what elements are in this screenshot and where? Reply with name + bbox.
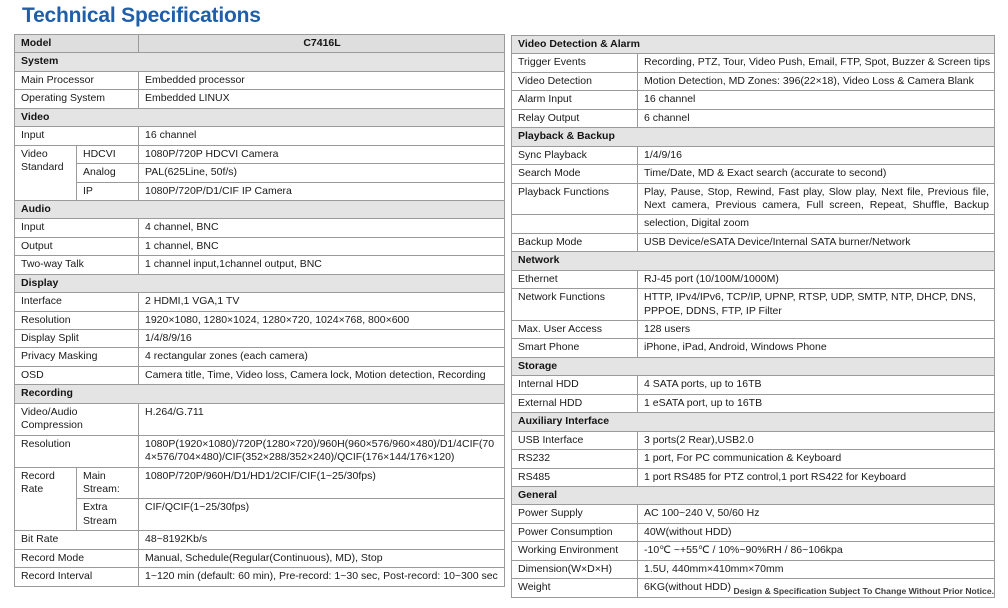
- model-value: C7416L: [139, 35, 505, 53]
- table-row: [512, 215, 995, 233]
- row-label: Search Mode: [512, 165, 638, 183]
- page-title: Technical Specifications: [22, 4, 261, 27]
- section-header-display: Display: [15, 274, 505, 292]
- table-row: [15, 256, 505, 274]
- row-label: Main Processor: [15, 71, 139, 89]
- table-row: [15, 219, 505, 237]
- section-header-row: [512, 486, 995, 504]
- right-table-body: [512, 36, 995, 598]
- table-row: [15, 164, 505, 182]
- row-value: selection, Digital zoom: [638, 215, 995, 233]
- model-label: Model: [15, 35, 139, 53]
- table-row: [512, 468, 995, 486]
- table-row: [15, 499, 505, 531]
- row-value: 48~8192Kb/s: [139, 531, 505, 549]
- row-label: External HDD: [512, 394, 638, 412]
- table-row: [512, 523, 995, 541]
- row-label: Power Supply: [512, 505, 638, 523]
- row-value: Embedded processor: [139, 71, 505, 89]
- table-row: [512, 321, 995, 339]
- row-label: Working Environment: [512, 542, 638, 560]
- row-value: 16 channel: [638, 91, 995, 109]
- row-value: 6KG(without HDD): [638, 579, 995, 597]
- table-row: [512, 72, 995, 90]
- row-label: Video/Audio Compression: [15, 403, 139, 435]
- section-header-row: [15, 200, 505, 218]
- row-sublabel: HDCVI: [77, 145, 139, 163]
- table-row: [15, 366, 505, 384]
- row-label: Weight: [512, 579, 638, 597]
- row-value: 1080P/720P/960H/D1/HD1/2CIF/CIF(1~25/30fps): [139, 467, 505, 499]
- table-row: [15, 237, 505, 255]
- table-row: [15, 330, 505, 348]
- row-label: Output: [15, 237, 139, 255]
- table-row: [512, 376, 995, 394]
- section-header-video-detection-alarm: Video Detection & Alarm: [512, 36, 995, 54]
- row-value: AC 100~240 V, 50/60 Hz: [638, 505, 995, 523]
- row-value: 1 port, For PC communication & Keyboard: [638, 450, 995, 468]
- right-spec-table: [511, 35, 995, 598]
- row-label: Max. User Access: [512, 321, 638, 339]
- row-value: 16 channel: [139, 127, 505, 145]
- section-header-storage: Storage: [512, 357, 995, 375]
- row-label: Input: [15, 127, 139, 145]
- row-label: Resolution: [15, 435, 139, 467]
- table-row: [512, 270, 995, 288]
- left-spec-table: [14, 34, 505, 587]
- table-row: [512, 146, 995, 164]
- row-value: USB Device/eSATA Device/Internal SATA burner/Network: [638, 233, 995, 251]
- row-label-video-standard: Video Standard: [15, 145, 77, 200]
- row-label: Dimension(W×D×H): [512, 560, 638, 578]
- row-label: [512, 215, 638, 233]
- table-row: [512, 91, 995, 109]
- row-label: USB Interface: [512, 431, 638, 449]
- table-row: [512, 431, 995, 449]
- row-label: Bit Rate: [15, 531, 139, 549]
- row-label: Smart Phone: [512, 339, 638, 357]
- table-row: [15, 311, 505, 329]
- row-value: 4 SATA ports, up to 16TB: [638, 376, 995, 394]
- row-label: Input: [15, 219, 139, 237]
- row-sublabel: Analog: [77, 164, 139, 182]
- row-value: 1/4/9/16: [638, 146, 995, 164]
- row-label: Backup Mode: [512, 233, 638, 251]
- row-sublabel: Main Stream:: [77, 467, 139, 499]
- row-value: H.264/G.711: [139, 403, 505, 435]
- row-value: 6 channel: [638, 109, 995, 127]
- section-header-row: [512, 413, 995, 431]
- section-header-row: [15, 108, 505, 126]
- section-header-audio: Audio: [15, 200, 505, 218]
- table-row: [15, 568, 505, 586]
- row-label: RS232: [512, 450, 638, 468]
- row-value: Play, Pause, Stop, Rewind, Fast play, Slow play, Next file, Previous file, Next camera, Previous camera, Full screen, Repeat, Shuffle, Backup: [638, 183, 995, 215]
- table-row: [512, 339, 995, 357]
- row-label: Two-way Talk: [15, 256, 139, 274]
- table-row: [512, 560, 995, 578]
- row-value: RJ-45 port (10/100M/1000M): [638, 270, 995, 288]
- row-value: 40W(without HDD): [638, 523, 995, 541]
- table-row: [15, 145, 505, 163]
- table-row: [15, 467, 505, 499]
- row-value: HTTP, IPv4/IPv6, TCP/IP, UPNP, RTSP, UDP, SMTP, NTP, DHCP, DNS, PPPOE, DDNS, FTP, IP Filter: [638, 289, 995, 321]
- section-header-row: [15, 53, 505, 71]
- row-value: 4 channel, BNC: [139, 219, 505, 237]
- row-value: 1.5U, 440mm×410mm×70mm: [638, 560, 995, 578]
- row-value: Motion Detection, MD Zones: 396(22×18), Video Loss & Camera Blank: [638, 72, 995, 90]
- table-row: [15, 90, 505, 108]
- section-header-row: [512, 128, 995, 146]
- section-header-general: General: [512, 486, 995, 504]
- row-label: RS485: [512, 468, 638, 486]
- row-value: 1 channel, BNC: [139, 237, 505, 255]
- table-row: [15, 403, 505, 435]
- section-header-row: [15, 274, 505, 292]
- row-value: 1/4/8/9/16: [139, 330, 505, 348]
- table-row: [15, 531, 505, 549]
- row-value: Time/Date, MD & Exact search (accurate to second): [638, 165, 995, 183]
- row-value: 1 eSATA port, up to 16TB: [638, 394, 995, 412]
- row-value: 1080P(1920×1080)/720P(1280×720)/960H(960×576/960×480)/D1/4CIF(704×576/704×480)/CIF(352×288/352×240)/QCIF(176×144/176×120): [139, 435, 505, 467]
- footer-disclaimer: Design & Specification Subject To Change Without Prior Notice.: [733, 586, 994, 596]
- row-label: Sync Playback: [512, 146, 638, 164]
- table-row: [512, 542, 995, 560]
- section-header-row: [512, 36, 995, 54]
- row-label: Relay Output: [512, 109, 638, 127]
- row-value: 2 HDMI,1 VGA,1 TV: [139, 293, 505, 311]
- row-value: 1080P/720P HDCVI Camera: [139, 145, 505, 163]
- table-row: [512, 54, 995, 72]
- row-value: 1080P/720P/D1/CIF IP Camera: [139, 182, 505, 200]
- table-row: [15, 293, 505, 311]
- row-value: 4 rectangular zones (each camera): [139, 348, 505, 366]
- section-header-network: Network: [512, 252, 995, 270]
- table-row: [15, 127, 505, 145]
- section-header-recording: Recording: [15, 385, 505, 403]
- row-label: OSD: [15, 366, 139, 384]
- row-value: 3 ports(2 Rear),USB2.0: [638, 431, 995, 449]
- row-value: 1920×1080, 1280×1024, 1280×720, 1024×768, 800×600: [139, 311, 505, 329]
- table-row: [15, 71, 505, 89]
- row-label: Interface: [15, 293, 139, 311]
- table-row: [15, 435, 505, 467]
- row-value: -10℃ ~+55℃ / 10%~90%RH / 86~106kpa: [638, 542, 995, 560]
- row-sublabel: IP: [77, 182, 139, 200]
- row-label: Display Split: [15, 330, 139, 348]
- row-sublabel: Extra Stream: [77, 499, 139, 531]
- row-value: Manual, Schedule(Regular(Continuous), MD), Stop: [139, 549, 505, 567]
- row-label: Operating System: [15, 90, 139, 108]
- row-value: 1 channel input,1channel output, BNC: [139, 256, 505, 274]
- row-label-record-rate: Record Rate: [15, 467, 77, 531]
- row-label: Trigger Events: [512, 54, 638, 72]
- row-label: Resolution: [15, 311, 139, 329]
- row-value: CIF/QCIF(1~25/30fps): [139, 499, 505, 531]
- row-value: PAL(625Line, 50f/s): [139, 164, 505, 182]
- row-label: Power Consumption: [512, 523, 638, 541]
- section-header-row: [512, 357, 995, 375]
- section-header-system: System: [15, 53, 505, 71]
- table-row: [15, 348, 505, 366]
- table-row: [512, 165, 995, 183]
- section-header-playback-backup: Playback & Backup: [512, 128, 995, 146]
- row-label: Record Interval: [15, 568, 139, 586]
- table-row: [512, 450, 995, 468]
- section-header-row: [15, 385, 505, 403]
- row-label: Video Detection: [512, 72, 638, 90]
- left-table-body: [15, 35, 505, 587]
- table-row: [512, 233, 995, 251]
- model-row: [15, 35, 505, 53]
- row-label: Record Mode: [15, 549, 139, 567]
- row-value: Embedded LINUX: [139, 90, 505, 108]
- row-value: Camera title, Time, Video loss, Camera lock, Motion detection, Recording: [139, 366, 505, 384]
- row-value: 1~120 min (default: 60 min), Pre-record: 1~30 sec, Post-record: 10~300 sec: [139, 568, 505, 586]
- row-label: Privacy Masking: [15, 348, 139, 366]
- row-value: 1 port RS485 for PTZ control,1 port RS422 for Keyboard: [638, 468, 995, 486]
- table-row: [512, 505, 995, 523]
- table-row: [512, 394, 995, 412]
- row-label: Ethernet: [512, 270, 638, 288]
- row-label: Network Functions: [512, 289, 638, 321]
- row-label: Playback Functions: [512, 183, 638, 215]
- section-header-video: Video: [15, 108, 505, 126]
- row-value: iPhone, iPad, Android, Windows Phone: [638, 339, 995, 357]
- table-row: [512, 183, 995, 215]
- table-row: [15, 549, 505, 567]
- row-value: Recording, PTZ, Tour, Video Push, Email, FTP, Spot, Buzzer & Screen tips: [638, 54, 995, 72]
- row-value: 128 users: [638, 321, 995, 339]
- table-row: [512, 289, 995, 321]
- section-header-row: [512, 252, 995, 270]
- row-label: Internal HDD: [512, 376, 638, 394]
- table-row: [15, 182, 505, 200]
- section-header-auxiliary-interface: Auxiliary Interface: [512, 413, 995, 431]
- row-label: Alarm Input: [512, 91, 638, 109]
- table-row: [512, 109, 995, 127]
